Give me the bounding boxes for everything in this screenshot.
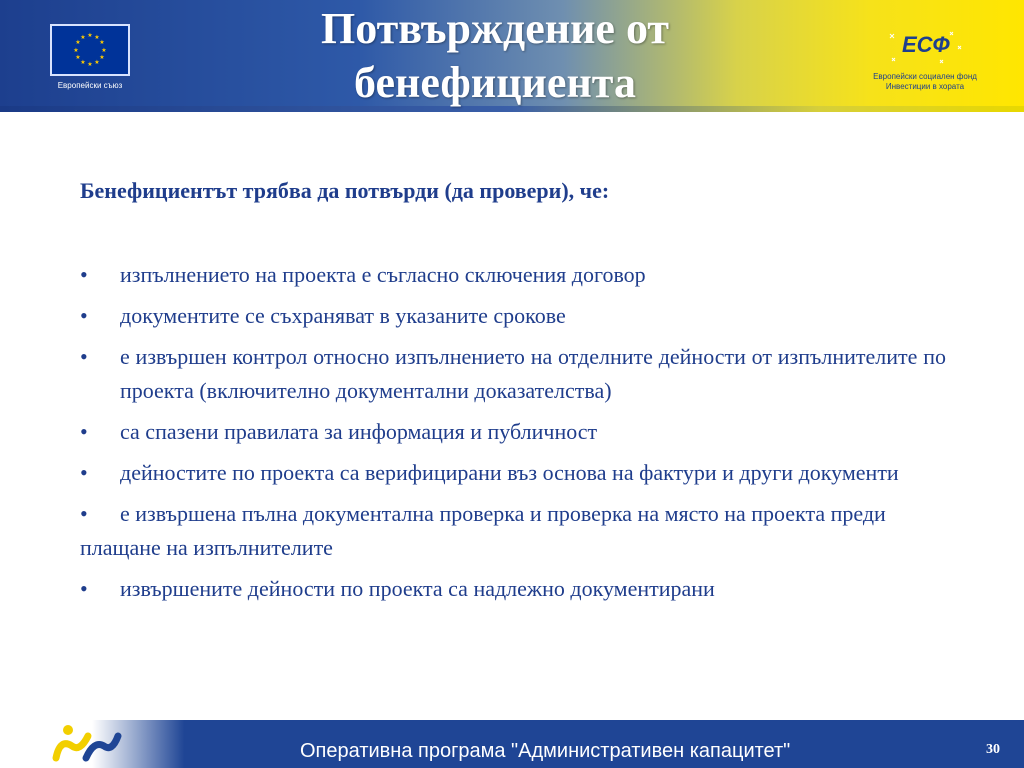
svg-text:★: ★: [75, 39, 81, 46]
svg-text:★: ★: [99, 39, 105, 46]
eu-flag-icon: [50, 24, 130, 76]
list-item-text: изпълнението на проекта е съгласно сключения договор: [120, 262, 646, 287]
esf-logo-text: ЕСФ: [902, 32, 950, 57]
bullet-icon: •: [80, 460, 88, 485]
svg-text:★: ★: [80, 59, 86, 66]
footer-program-title: Оперативна програма "Административен капацитет": [300, 740, 791, 762]
esf-caption-line2: Инвестиции в хората: [885, 82, 965, 91]
svg-text:★: ★: [94, 59, 100, 66]
bullet-list: [80, 258, 946, 613]
list-item: [80, 572, 946, 606]
list-item-text: документите се съхраняват в указаните срокове: [120, 303, 566, 328]
bullet-icon: •: [80, 501, 88, 526]
bullet-icon: •: [80, 303, 88, 328]
list-item: [80, 340, 946, 408]
svg-text:★: ★: [87, 61, 93, 68]
eu-caption: Европейски съюз: [57, 81, 123, 90]
list-item-text: са спазени правилата за информация и публичност: [120, 419, 598, 444]
bullet-icon: •: [80, 344, 88, 369]
svg-text:★: ★: [87, 32, 93, 39]
program-logo-icon: [20, 722, 130, 768]
list-item-text: дейностите по проекта са верифицирани въз основа на фактури и други документи: [120, 460, 899, 485]
svg-text:★: ★: [73, 47, 79, 54]
list-item: [80, 456, 946, 490]
page-number: 30: [986, 742, 1000, 757]
list-item: [80, 415, 946, 449]
svg-text:★: ★: [75, 54, 81, 61]
list-item-text: извършените дейности по проекта са надлежно документирани: [120, 576, 715, 601]
esf-caption-line1: Европейски социален фонд: [873, 72, 977, 81]
svg-text:★: ★: [94, 34, 100, 41]
bullet-icon: •: [80, 419, 88, 444]
intro-text: Бенефициентът трябва да потвърди (да провери), че:: [80, 178, 610, 203]
svg-text:★: ★: [80, 34, 86, 41]
list-item-text: е извършен контрол относно изпълнението на отделните дейности от изпълнителите по проекта (включително документални доказателства): [120, 344, 946, 403]
svg-text:★: ★: [99, 54, 105, 61]
list-item-text: е извършена пълна документална проверка и проверка на място на проекта преди плащане на изпълнителите: [80, 501, 886, 560]
bullet-icon: •: [80, 262, 88, 287]
list-item: [80, 258, 946, 292]
bullet-icon: •: [80, 576, 88, 601]
esf-logo-icon: [880, 24, 970, 70]
svg-text:★: ★: [101, 47, 107, 54]
list-item: [80, 497, 946, 565]
list-item: [80, 299, 946, 333]
esf-caption: [850, 72, 1000, 92]
page-title: Потвърждение от бенефициента: [320, 4, 669, 107]
